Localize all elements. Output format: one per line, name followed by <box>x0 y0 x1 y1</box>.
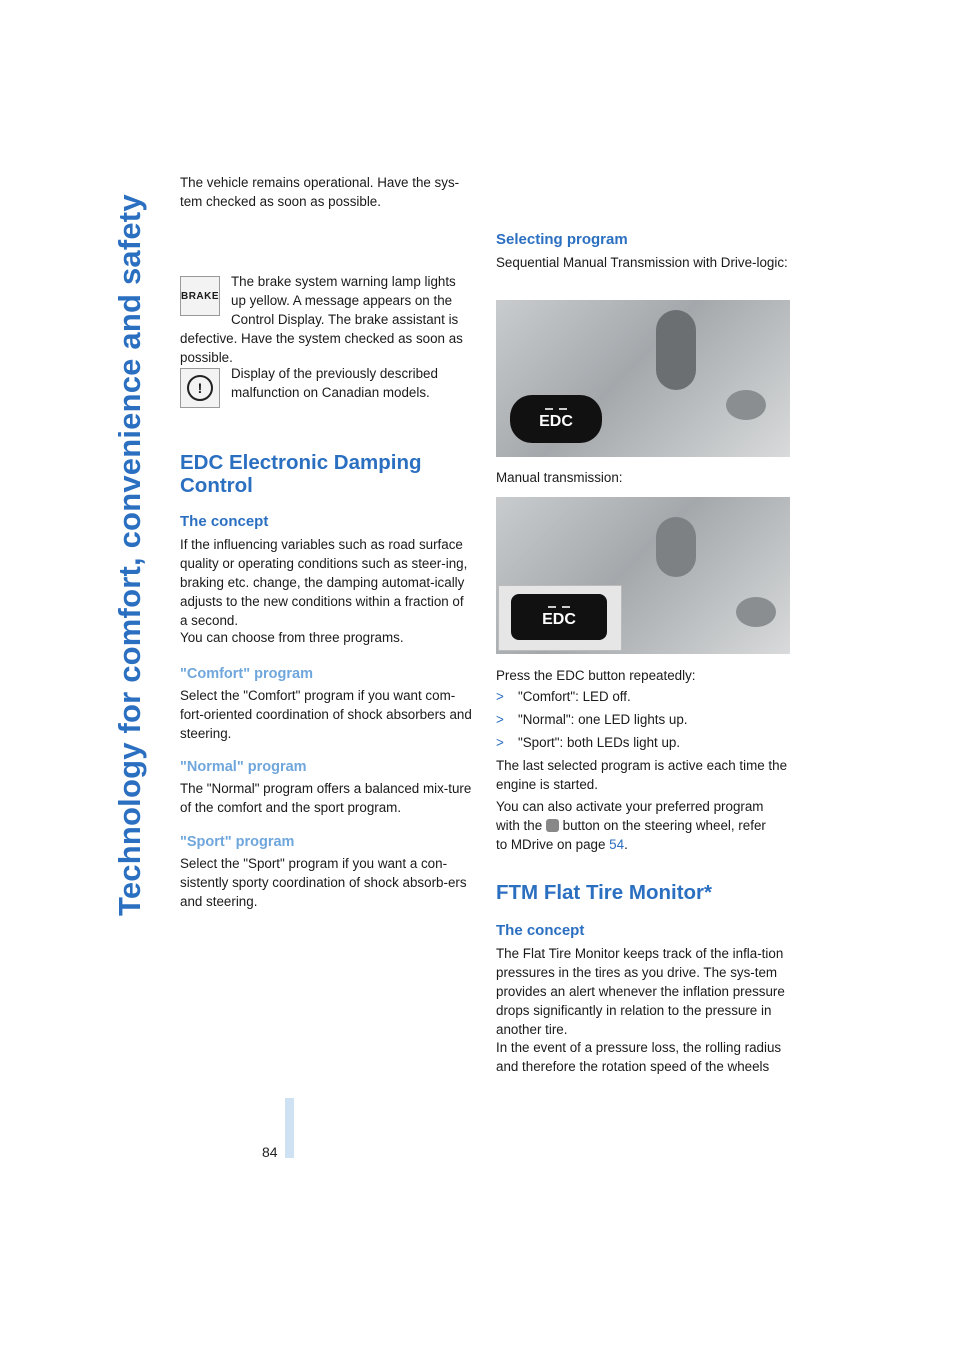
brake-text-block <box>231 272 476 329</box>
edc-inset-frame <box>498 585 622 651</box>
normal-heading: "Normal" program <box>180 759 307 775</box>
ftm-text-2: In the event of a pressure loss, the rolling radius and therefore the rotation speed of the wheels <box>496 1040 782 1074</box>
intro-paragraph <box>180 173 472 216</box>
edc-button-label: EDC <box>539 412 573 430</box>
ftm-heading: FTM Flat Tire Monitor* <box>496 881 713 904</box>
three-programs-text: You can choose from three programs. <box>180 630 404 645</box>
operational-text: The vehicle remains operational. Have the sys-tem checked as soon as possible. <box>180 175 460 209</box>
canadian-text: Display of the previously described malfunction on Canadian models. <box>231 366 438 400</box>
brake-line-b: up yellow. A message appears on the <box>231 293 453 308</box>
page-number: 84 <box>262 1144 278 1160</box>
smt-console-photo <box>496 300 790 457</box>
comfort-heading: "Comfort" program <box>180 666 313 682</box>
controller-knob-2 <box>736 597 776 627</box>
brake-line-c: Control Display. The brake assistant is <box>231 312 459 327</box>
ftm-text-1: The Flat Tire Monitor keeps track of the infla-tion pressures in the tires as you drive. The sys-tem provides an alert whenever the inflation pressure drops significantly in relation to the pressure in another tire. <box>496 946 785 1037</box>
page-marker-bar <box>285 1098 294 1158</box>
controller-knob <box>726 390 766 420</box>
comfort-text: Select the "Comfort" program if you want com-fort-oriented coordination of shock absorbers and steering. <box>180 688 472 741</box>
manual-console-photo <box>496 497 790 654</box>
mdrive-page-link[interactable]: 54 <box>609 837 625 852</box>
normal-text: The "Normal" program offers a balanced mix-ture of the comfort and the sport program. <box>180 781 472 815</box>
sport-text: Select the "Sport" program if you want a con-sistently sporty coordination of shock absorb-ers and steering. <box>180 856 467 909</box>
brake-warning-icon <box>180 276 220 316</box>
bullet-normal: > "Normal": one LED lights up. <box>496 712 688 727</box>
smt-text: Sequential Manual Transmission with Drive-logic: <box>496 255 788 270</box>
bullet-sport: > "Sport": both LEDs light up. <box>496 735 681 750</box>
ftm-concept-heading: The concept <box>496 922 585 939</box>
edc-button-icon <box>510 395 602 443</box>
brake-text-continued: defective. Have the system checked as soon as possible. <box>180 331 463 365</box>
bullet-comfort: > "Comfort": LED off. <box>496 689 631 704</box>
gear-knob <box>656 517 696 577</box>
edc-heading: EDC Electronic Damping Control <box>180 451 422 497</box>
brake-icon-label: BRAKE <box>180 290 220 302</box>
selecting-program-heading: Selecting program <box>496 231 628 248</box>
sport-heading: "Sport" program <box>180 834 295 850</box>
manual-transmission-text: Manual transmission: <box>496 470 623 485</box>
concept-text: If the influencing variables such as road surface quality or operating conditions such as steer-ing, braking etc. change, the damping automat-ically adjusts to the new conditions within a fraction of a second. <box>180 537 468 628</box>
shift-lever <box>656 310 696 390</box>
edc-button-icon-2: EDC <box>511 594 607 640</box>
mdrive-paragraph: You can also activate your preferred program with the button on the steering wheel, refer to MDrive on page 54. <box>496 799 766 852</box>
mdrive-button-icon <box>546 819 559 832</box>
brake-line-a: The brake system warning lamp lights <box>231 274 456 289</box>
last-selected-text: The last selected program is active each time the engine is started. <box>496 758 788 792</box>
side-chapter-title: Technology for comfort, convenience and safety <box>112 194 147 916</box>
canadian-brake-warning-icon <box>180 368 220 408</box>
concept-heading: The concept <box>180 513 269 530</box>
exclamation-circle-icon: ! <box>187 375 213 401</box>
press-edc-text: Press the EDC button repeatedly: <box>496 668 696 683</box>
